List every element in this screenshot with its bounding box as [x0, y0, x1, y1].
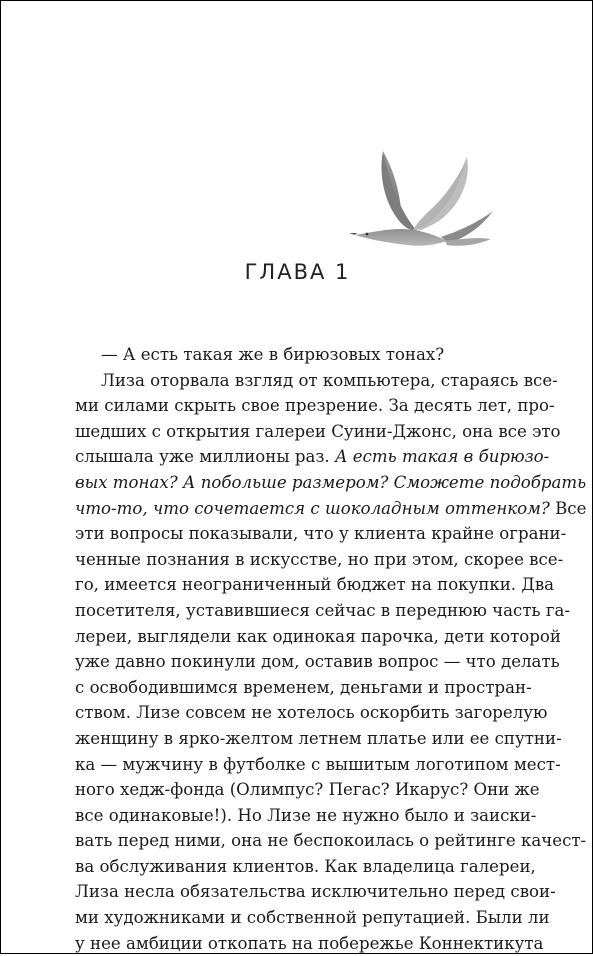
chapter-title: ГЛАВА 1 — [244, 260, 351, 284]
text-segment: все одинаковые!). Но Лизе не нужно было и заиски- — [75, 805, 537, 825]
italic-text: А есть такая в бирюзо- — [334, 447, 550, 467]
text-line — [75, 393, 555, 419]
text-segment: Лиза оторвала взгляд от компьютера, стараясь все- — [101, 370, 558, 390]
text-segment: ченные познания в искусстве, но при этом, скорее все- — [75, 549, 564, 569]
text-line — [75, 342, 501, 368]
text-segment: ка — мужчину в футболке с вышитым логотипом мест- — [75, 754, 561, 774]
text-segment: лереи, выглядели как одинокая парочка, дети которой — [75, 626, 561, 646]
text-line — [75, 572, 555, 598]
text-segment: ми художниками и собственной репутацией. Были ли — [75, 908, 550, 928]
text-segment: Все — [549, 498, 587, 518]
text-segment: ми силами скрыть свое презрение. За десять лет, про- — [75, 396, 555, 416]
text-line — [75, 905, 550, 931]
text-line — [75, 700, 548, 726]
text-segment: ством. Лизе совсем не хотелось оскорбить загорелую — [75, 703, 548, 723]
text-line — [75, 521, 567, 547]
text-segment: вать перед ними, она не беспокоилась о рейтинге качест- — [75, 831, 587, 851]
body-text — [75, 342, 587, 956]
text-segment: у нее амбиции откопать на побережье Коннектикута — [75, 933, 544, 953]
text-line — [75, 624, 561, 650]
italic-text: что-то, что сочетается с шоколадным оттенком? — [75, 498, 550, 518]
text-segment: Лиза несла обязательства исключительно перед свои- — [75, 882, 556, 902]
text-segment: слышала уже миллионы раз. — [75, 447, 335, 467]
text-line — [75, 777, 540, 803]
text-segment: уже давно покинули дом, оставив вопрос — что делать — [75, 652, 560, 672]
text-line — [75, 419, 561, 445]
text-line — [75, 803, 537, 829]
text-line — [75, 547, 564, 573]
text-segment: шедших с открытия галереи Суини-Джонс, она все это — [75, 421, 561, 441]
text-line — [75, 368, 558, 394]
text-line — [75, 726, 562, 752]
text-line — [75, 470, 587, 496]
text-segment: женщину в ярко-желтом летнем платье или ее спутни- — [75, 728, 562, 748]
text-segment: посетителя, уставившиеся сейчас в переднюю часть га- — [75, 600, 571, 620]
text-line — [75, 931, 544, 956]
text-segment: — А есть такая же в бирюзовых тонах? — [101, 345, 445, 364]
text-line — [75, 879, 556, 905]
text-line — [75, 752, 561, 778]
italic-text: вых тонах? А побольше размером? Сможете подобрать — [75, 472, 587, 492]
text-segment: эти вопросы показывали, что у клиента крайне ограни- — [75, 524, 567, 544]
text-line — [75, 444, 550, 470]
bird-icon — [349, 149, 499, 259]
text-line — [75, 828, 587, 854]
text-segment: го, имеется неограниченный бюджет на покупки. Два — [75, 575, 555, 595]
text-line — [75, 854, 536, 880]
text-segment: с освободившимся временем, деньгами и простран- — [75, 677, 532, 697]
text-segment: ного хедж-фонда (Олимпус? Пегас? Икарус? Они же — [75, 780, 540, 800]
text-line — [75, 496, 587, 522]
text-segment: ва обслуживания клиентов. Как владелица галереи, — [75, 856, 536, 876]
text-line — [75, 649, 560, 675]
text-line — [75, 675, 532, 701]
text-line — [75, 598, 571, 624]
